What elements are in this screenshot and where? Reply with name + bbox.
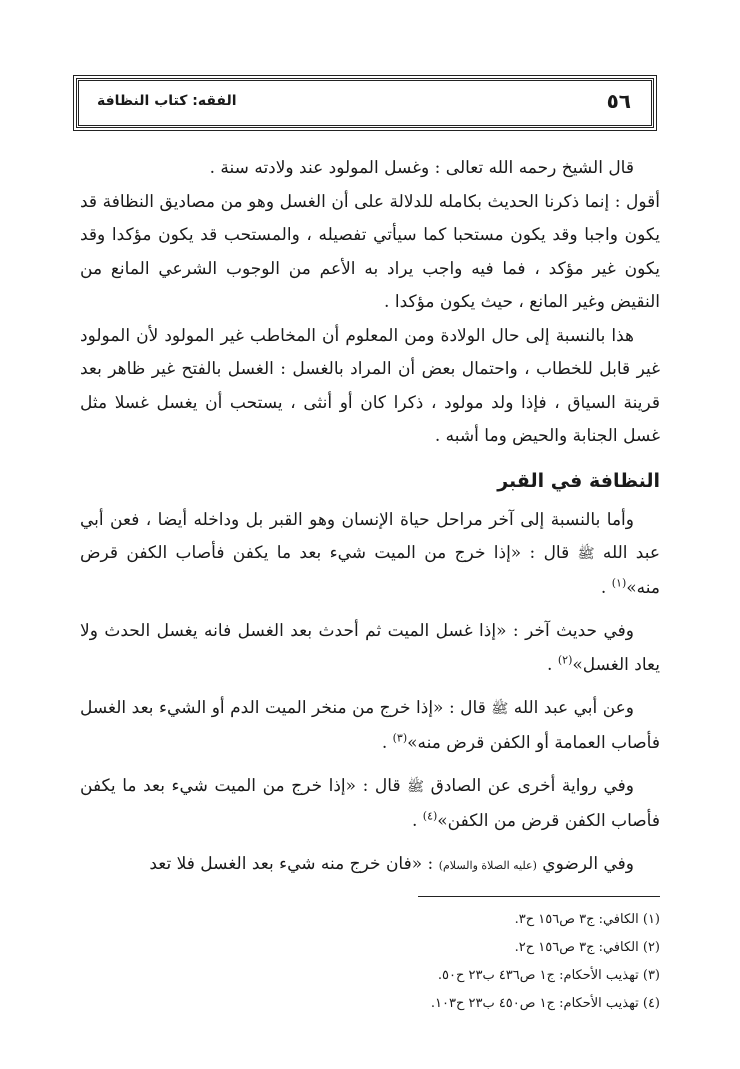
text-run: . xyxy=(600,577,612,598)
text-run: وفي حديث آخر : «إذا غسل الميت ثم أحدث بعد الغسل فانه يغسل الحدث ولا يعاد الغسل» xyxy=(80,621,660,675)
footnote: (١) الكافي: ج٣ ص١٥٦ ح٣. xyxy=(514,912,660,927)
text-run: وفي رواية أخرى عن الصادق xyxy=(424,776,634,796)
honorific-text: (عليه الصلاة والسلام) xyxy=(438,859,537,872)
footnotes xyxy=(80,906,660,1018)
paragraph: قال الشيخ رحمه الله تعالى : وغسل المولود عند ولادته سنة . xyxy=(209,158,634,178)
text-run: وفي الرضوي xyxy=(536,854,634,874)
text-run: : «فان خرج منه شيء بعد الغسل فلا تعد xyxy=(149,854,439,874)
footnote: (٢) الكافي: ج٣ ص١٥٦ ح٢. xyxy=(514,940,660,955)
footnote-ref: (٣) xyxy=(392,730,408,744)
footnote: (٣) تهذيب الأحكام: ج١ ص٤٣٦ ب٢٣ ح٥٠. xyxy=(437,968,660,983)
footnote-ref: (١) xyxy=(611,575,627,589)
paragraph xyxy=(80,615,660,682)
text-run: وأما بالنسبة إلى آخر مراحل حياة الإنسان وهو القبر بل وداخله أيضا ، فعن أبي عبد الله xyxy=(80,509,660,563)
honorific-mark: ﷺ xyxy=(491,701,509,717)
paragraph: أقول : إنما ذكرنا الحديث بكامله للدلالة على أن الغسل وهو من مصاديق النظافة قد يكون واجبا وقد يكون مستحبا كما سيأتي تفصيله ، والمستحب قد يكون مؤكدا وقد يكون غير مؤكد ، فما فيه واجب يراد به الأعم من الوجوب الشرعي المانع من النقيض وغير المانع ، حيث يكون مؤكدا . xyxy=(80,191,660,312)
text-run: قال : «إذا خرج من الميت شيء بعد ما يكفن فأصاب الكفن قرض منه» xyxy=(80,543,660,598)
footnote-ref: (٢) xyxy=(557,652,573,666)
running-title: الفقه: كتاب النظافة xyxy=(97,93,237,109)
text-run: . xyxy=(411,810,423,831)
footnote: (٤) تهذيب الأحكام: ج١ ص٤٥٠ ب٢٣ ح١٠٣. xyxy=(430,996,660,1011)
page-header xyxy=(76,78,654,128)
text-run: . xyxy=(547,654,558,675)
paragraph xyxy=(80,504,660,606)
paragraph xyxy=(80,770,660,838)
section-heading: النظافة في القبر xyxy=(497,469,660,492)
footnote-ref: (٤) xyxy=(422,808,438,822)
text-run: . xyxy=(381,732,393,753)
text-run: قال : «إذا خرج من الميت شيء بعد ما يكفن فأصاب الكفن قرض من الكفن» xyxy=(80,776,660,831)
paragraph xyxy=(80,692,660,760)
paragraph xyxy=(80,848,660,883)
honorific-mark: ﷺ xyxy=(577,546,595,562)
text-run: وعن أبي عبد الله xyxy=(508,698,635,718)
page-body xyxy=(80,152,660,883)
footnote-divider xyxy=(418,896,660,897)
page-number: ٥٦ xyxy=(606,89,631,113)
honorific-mark: ﷺ xyxy=(407,779,425,795)
text-run: قال : «إذا خرج من منخر الميت الدم أو الشيء بعد الغسل فأصاب العمامة أو الكفن قرض منه» xyxy=(80,698,660,753)
paragraph: هذا بالنسبة إلى حال الولادة ومن المعلوم أن المخاطب غير المولود لأن المولود غير قابل للخطاب ، واحتمال بعض أن المراد بالغسل : الغسل بالفتح غير ظاهر بعد قرينة السياق ، فإذا ولد مولود ، ذكرا كان أو أنثى ، يستحب أن يغسل غسلا مثل غسل الجنابة والحيض وما أشبه . xyxy=(80,325,660,446)
